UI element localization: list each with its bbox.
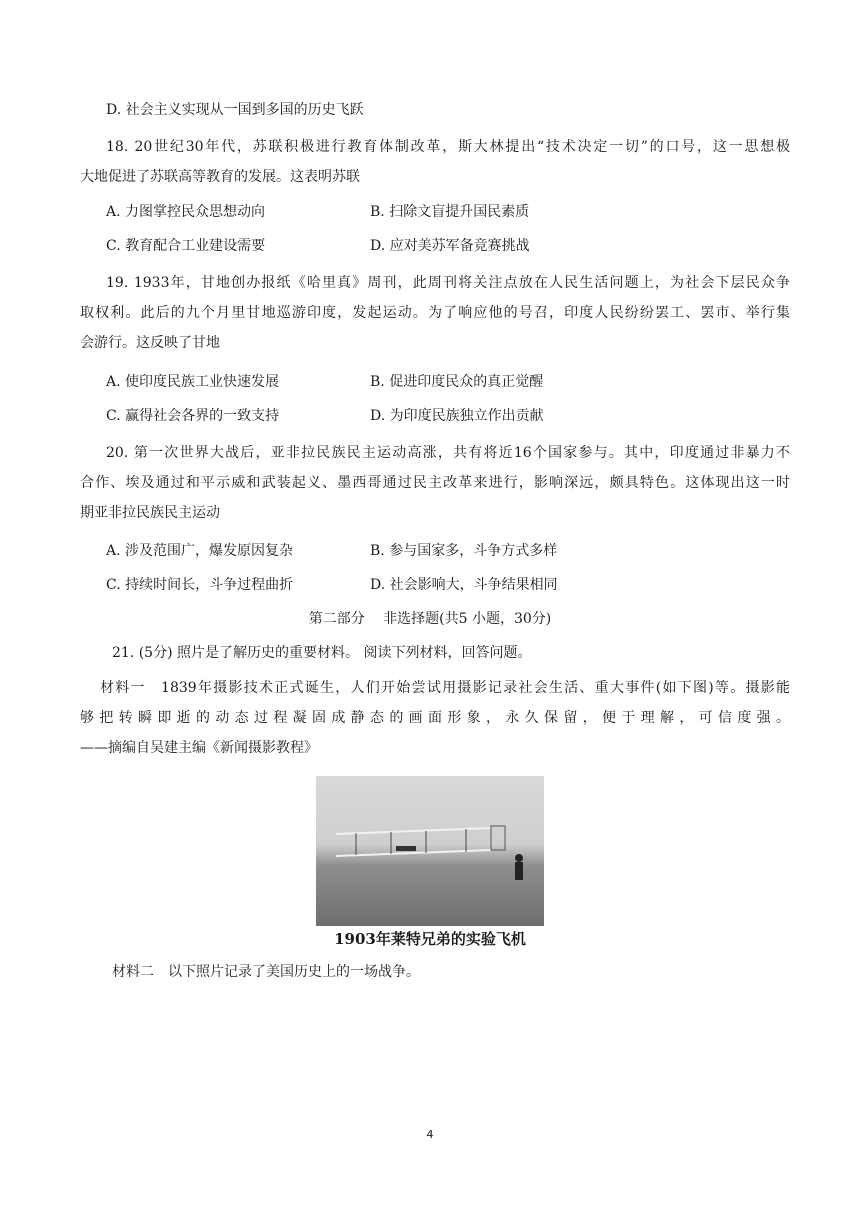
question-19 [80, 268, 790, 358]
q21-material1-line2: 够把转瞬即逝的动态过程凝固成静态的画面形象，永久保留，便于理解，可信度强。 [80, 710, 790, 726]
q21-stem: 21. (5分) 照片是了解历史的重要材料。 阅读下列材料，回答问题。 [112, 645, 532, 661]
question-20 [80, 438, 790, 528]
q18-stem-line1: 18. 20世纪30年代，苏联积极进行教育体制改革，斯大林提出“技术决定一切”的口号，这一思想极 [106, 139, 790, 155]
q18-stem-line2: 大地促进了苏联高等教育的发展。这表明苏联 [80, 169, 360, 185]
q20-option-c: C. 持续时间长，斗争过程曲折 [106, 577, 294, 593]
q18-option-a: A. 力图掌控民众思想动向 [106, 204, 266, 220]
q19-stem-line2: 取权利。此后的九个月里甘地巡游印度，发起运动。为了响应他的号召，印度人民纷纷罢工、罢市、举行集 [80, 305, 790, 321]
page-number: 4 [426, 1128, 434, 1141]
q18-option-b: B. 扫除文盲提升国民素质 [370, 204, 530, 220]
part-two-heading: 第二部分 非选择题(共5 小题，30分) [308, 611, 552, 627]
q21-material-two: 材料二 以下照片记录了美国历史上的一场战争。 [112, 964, 420, 980]
q20-stem-line2: 合作、埃及通过和平示威和武装起义、墨西哥通过民主改革来进行，影响深远，颇具特色。这体现出这一时 [80, 475, 790, 491]
q19-option-a: A. 使印度民族工业快速发展 [106, 374, 280, 390]
q20-option-d: D. 社会影响大，斗争结果相同 [370, 577, 558, 593]
photo-caption: 1903年莱特兄弟的实验飞机 [334, 930, 526, 948]
q19-option-d: D. 为印度民族独立作出贡献 [370, 408, 544, 424]
q17-option-d: D. 社会主义实现从一国到多国的历史飞跃 [106, 102, 364, 118]
q19-option-b: B. 促进印度民众的真正觉醒 [370, 374, 544, 390]
q20-stem-line3: 期亚非拉民族民主运动 [80, 505, 220, 521]
q18-option-d: D. 应对美苏军备竞赛挑战 [370, 238, 530, 254]
q20-option-b: B. 参与国家多，斗争方式多样 [370, 543, 558, 559]
wright-brothers-photo [316, 776, 544, 926]
q20-stem-line1: 20. 第一次世界大战后，亚非拉民族民主运动高涨，共有将近16个国家参与。其中，印度通过非暴力不 [106, 445, 790, 461]
q19-stem-line1: 19. 1933年，甘地创办报纸《哈里真》周刊，此周刊将关注点放在人民生活问题上，为社会下层民众争 [106, 275, 790, 291]
question-18 [80, 132, 790, 192]
q19-stem-line3: 会游行。这反映了甘地 [80, 335, 220, 351]
airplane-photo-illustration [316, 776, 544, 926]
q20-option-a: A. 涉及范围广，爆发原因复杂 [106, 543, 294, 559]
q19-option-c: C. 赢得社会各界的一致支持 [106, 408, 280, 424]
q21-material-one [80, 673, 790, 763]
q21-material1-line1: 材料一 1839年摄影技术正式诞生，人们开始尝试用摄影记录社会生活、重大事件(如下图)等。摄影能 [100, 680, 790, 696]
q21-material1-source: ——摘编自吴建主编《新闻摄影教程》 [80, 740, 318, 756]
q18-option-c: C. 教育配合工业建设需要 [106, 238, 266, 254]
